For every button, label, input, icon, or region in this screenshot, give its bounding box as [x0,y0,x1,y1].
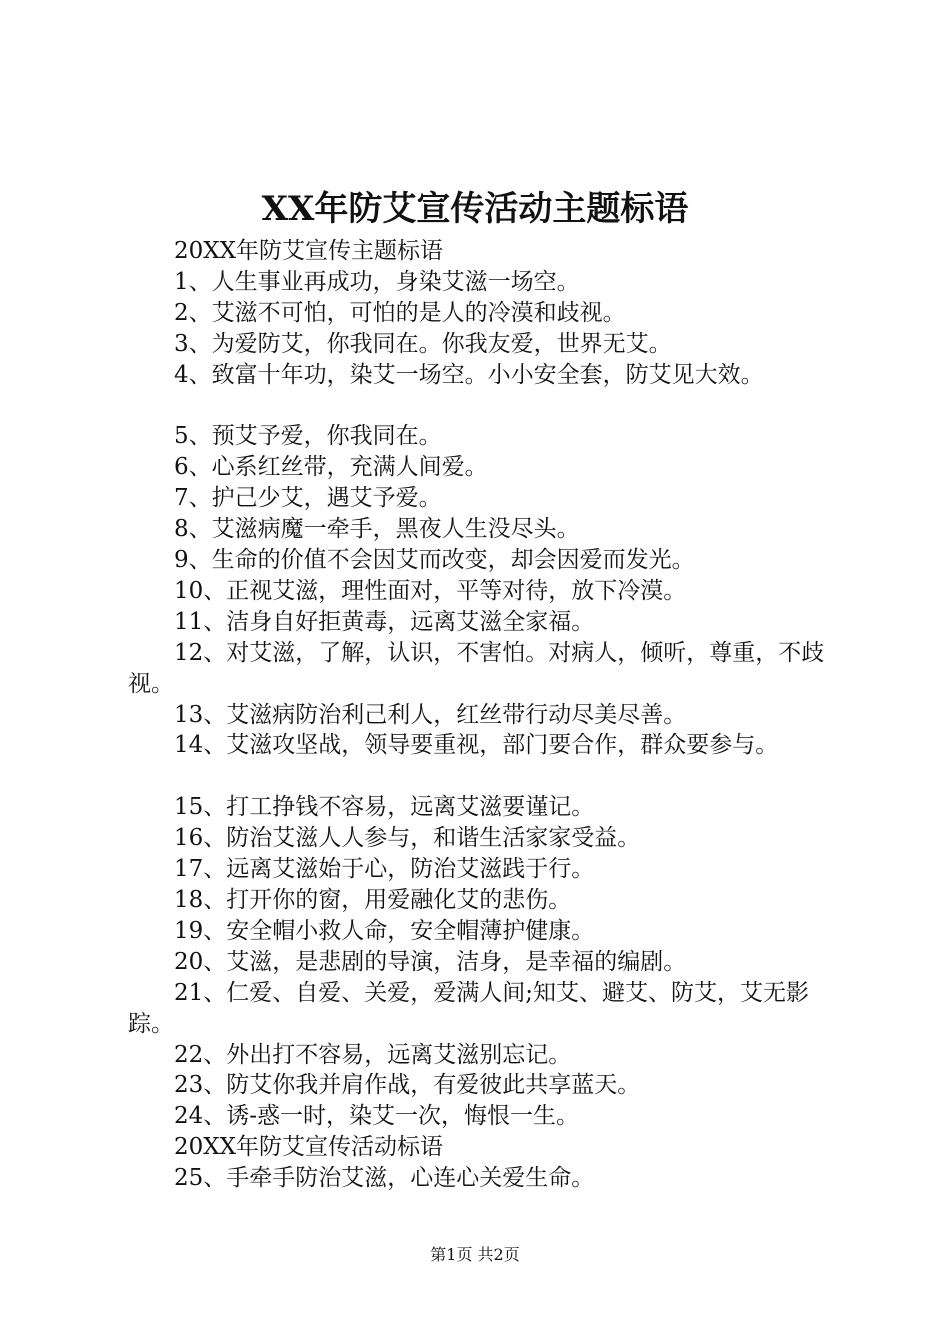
slogan-item: 8、艾滋病魔一牵手，黑夜人生没尽头。 [174,516,580,543]
slogan-item: 24、诱-惑一时，染艾一次，悔恨一生。 [174,1103,580,1130]
slogan-item: 21、仁爱、自爱、关爱，爱满人间;知艾、避艾、防艾，艾无影踪。 [128,979,810,1037]
slogan-item: 1、人生事业再成功，身染艾滋一场空。 [174,268,580,295]
slogan-item: 17、远离艾滋始于心，防治艾滋践于行。 [174,856,595,883]
slogan-item: 13、艾滋病防治利己利人，红丝带行动尽美尽善。 [174,701,687,728]
slogan-item: 22、外出打不容易，远离艾滋别忘记。 [174,1041,572,1068]
slogan-item: 16、防治艾滋人人参与，和谐生活家家受益。 [174,825,641,852]
slogan-item: 6、心系红丝带，充满人间爱。 [174,454,488,481]
slogan-item: 5、预艾予爱，你我同在。 [174,423,442,450]
document-body [128,236,850,1194]
slogan-item: 15、打工挣钱不容易，远离艾滋要谨记。 [174,794,595,821]
page-footer: 第1页 共2页 [430,1245,520,1264]
slogan-item: 18、打开你的窗，用爱融化艾的悲伤。 [174,887,572,913]
slogan-item: 10、正视艾滋，理性面对，平等对待，放下冷漠。 [174,577,687,604]
slogan-item: 20、艾滋，是悲剧的导演，洁身，是幸福的编剧。 [174,948,687,975]
slogan-item: 25、手牵手防治艾滋，心连心关爱生命。 [174,1165,595,1192]
slogan-item: 3、为爱防艾，你我同在。你我友爱，世界无艾。 [174,330,672,357]
slogan-item: 9、生命的价值不会因艾而改变，却会因爱而发光。 [174,547,695,574]
slogan-item: 19、安全帽小救人命，安全帽薄护健康。 [174,917,595,944]
slogan-item: 2、艾滋不可怕，可怕的是人的冷漠和歧视。 [174,299,626,326]
slogan-item: 14、艾滋攻坚战，领导要重视，部门要合作，群众要参与。 [174,732,779,759]
slogan-item: 4、致富十年功，染艾一场空。小小安全套，防艾见大效。 [174,361,764,388]
section-heading: 20XX年防艾宣传活动标语 [174,1134,444,1161]
page-title: XX年防艾宣传活动主题标语 [261,189,689,229]
section-heading: 20XX年防艾宣传主题标语 [174,238,444,264]
slogan-item: 11、洁身自好拒黄毒，远离艾滋全家福。 [174,608,595,635]
slogan-item: 23、防艾你我并肩作战，有爱彼此共享蓝天。 [174,1072,641,1099]
slogan-item: 12、对艾滋，了解，认识，不害怕。对病人，倾听，尊重，不歧视。 [128,639,825,697]
slogan-item: 7、护己少艾，遇艾予爱。 [174,485,442,512]
